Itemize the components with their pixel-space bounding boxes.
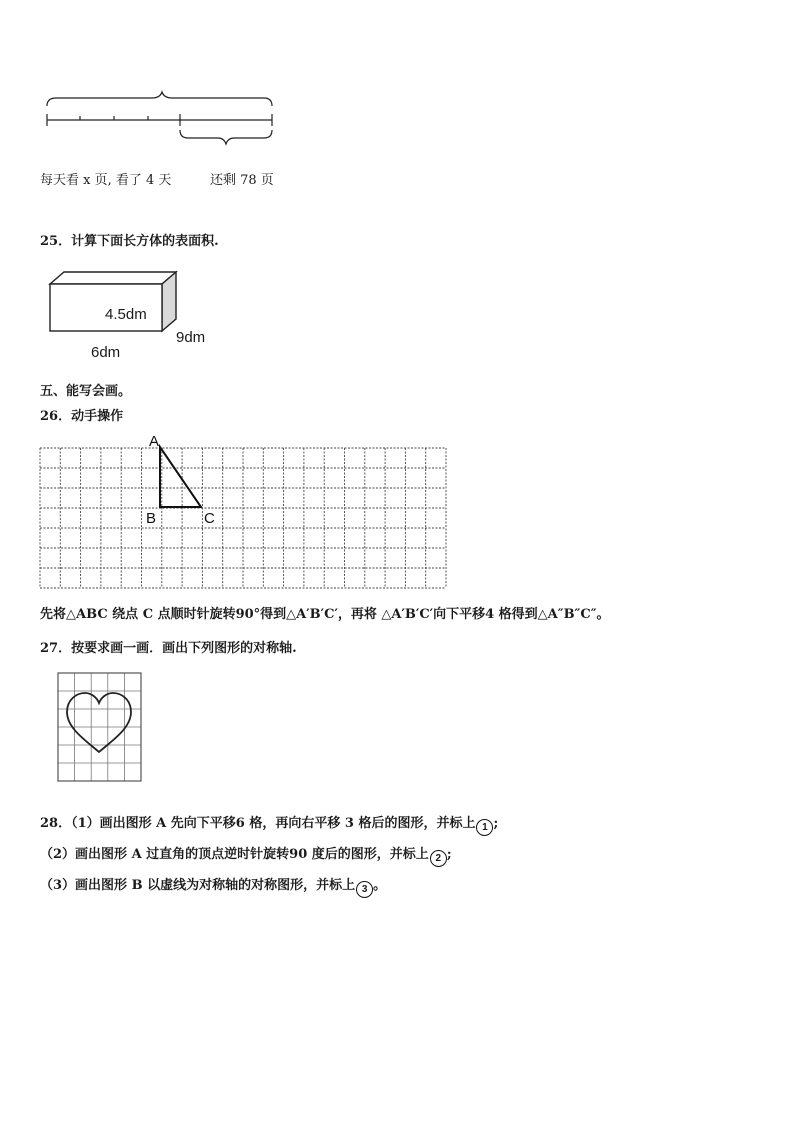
top-brace xyxy=(47,92,272,106)
rotation-grid xyxy=(36,430,456,595)
cuboid-width-label: 6dm xyxy=(91,344,121,361)
heart-grid-figure xyxy=(55,670,145,785)
mark-3: 3 xyxy=(356,881,373,898)
cuboid-top xyxy=(50,272,176,284)
mark-1: 1 xyxy=(476,819,493,836)
mark-2: 2 xyxy=(430,850,447,867)
heart-shape xyxy=(67,693,131,752)
q25-title: 25．计算下面长方体的表面积. xyxy=(40,234,219,249)
q28-line1-end: ; xyxy=(493,816,499,831)
point-b-label: B xyxy=(146,510,157,527)
cuboid-figure xyxy=(45,268,225,363)
segment-caption-right: 还剩 78 页 xyxy=(210,173,274,188)
point-c-label: C xyxy=(204,510,215,527)
point-a-label: A xyxy=(149,433,160,450)
q28-line2 xyxy=(40,843,452,867)
cuboid-height-label: 4.5dm xyxy=(105,306,147,323)
q28-line1-text: 28．（1）画出图形 A 先向下平移6 格，再向右平移 3 格后的图形，并标上 xyxy=(40,816,476,831)
triangle-abc xyxy=(160,447,201,507)
segment-diagram xyxy=(40,90,280,150)
q26-instruction: 先将△ABC 绕点 C 点顺时针旋转90°得到△A′B′C′，再将 △A′B′C′向下平移4 格得到△A″B″C″。 xyxy=(40,607,610,622)
section-five-title: 五、能写会画。 xyxy=(40,384,132,399)
q28-line3-end: 。 xyxy=(373,878,387,893)
q26-title: 26．动手操作 xyxy=(40,409,124,424)
segment-caption-left: 每天看 x 页, 看了 4 天 xyxy=(40,173,172,188)
q28-line1 xyxy=(40,812,498,836)
cuboid-depth-label: 9dm xyxy=(176,329,206,346)
bottom-brace xyxy=(180,130,272,144)
q28-line2-end: ; xyxy=(446,847,452,862)
q28-line3 xyxy=(40,874,386,898)
q28-line3-text: （3）画出图形 B 以虚线为对称轴的对称图形，并标上 xyxy=(40,878,356,893)
q27-title: 27．按要求画一画．画出下列图形的对称轴. xyxy=(40,641,297,656)
q28-line2-text: （2）画出图形 A 过直角的顶点逆时针旋转90 度后的图形，并标上 xyxy=(40,847,429,862)
